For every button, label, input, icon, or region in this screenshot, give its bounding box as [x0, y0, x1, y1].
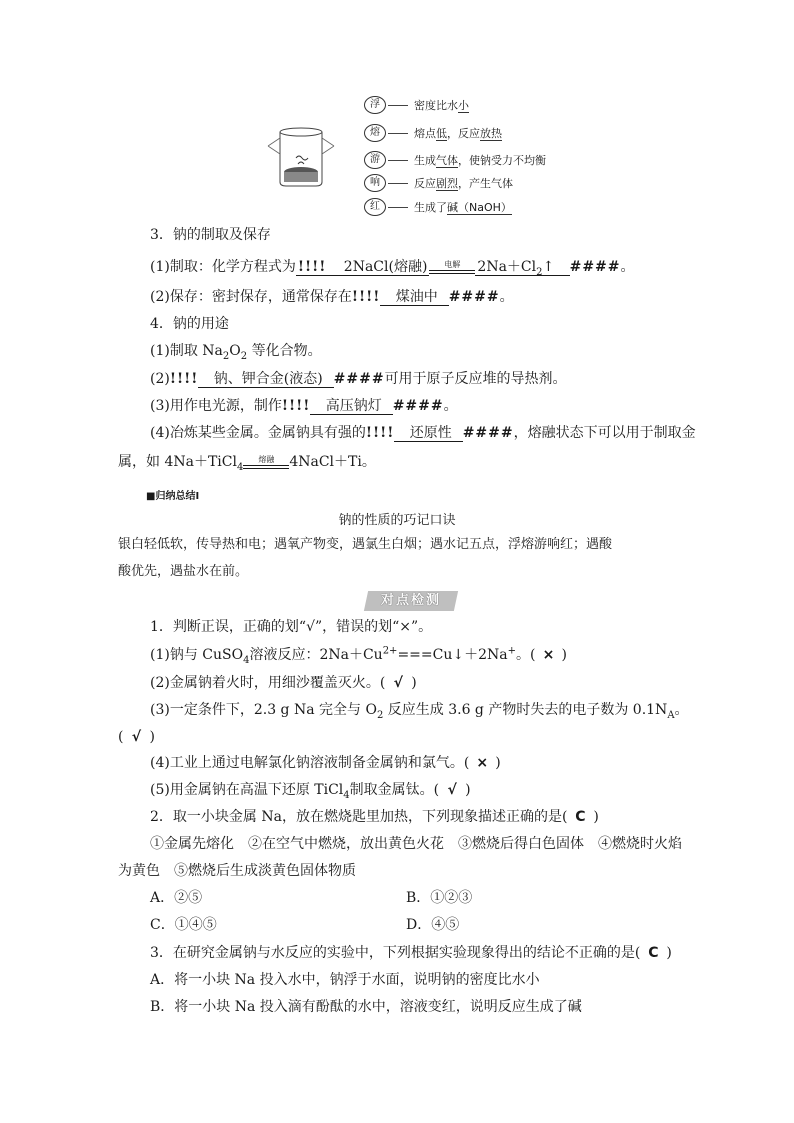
summary-tag: ■归纳总结Ⅰ [146, 491, 200, 502]
answer-mark: √ [131, 729, 142, 745]
q2-options-line2: 为黄色 ⑤燃烧后生成淡黄色固体物质 [118, 863, 356, 879]
check-badge: 对点检测 [380, 593, 441, 608]
q1: 1．判断正误，正确的划“√”，错误的划“×”。 [150, 619, 433, 635]
answer-mark: √ [393, 675, 403, 691]
section4-line5: 属，如 4Na＋TiCl$_4$ 熔融 4NaCl＋Ti。 [118, 454, 376, 473]
q2-option-d: D．④⑤ [406, 917, 460, 933]
answer-mark: C [575, 809, 586, 825]
molten-sign: 熔融 [243, 455, 289, 469]
q1-4: (4)工业上通过电解氯化钠溶液制备金属钠和氯气。( × ) [150, 755, 501, 771]
q3-option-a: A．将一小块 Na 投入水中，钠浮于水面，说明钠的密度比水小 [150, 972, 540, 988]
summary-line1: 银白轻低软，传导热和电；遇氧产物变，遇氯生白烟；遇水记五点，浮熔游响红；遇酸 [118, 537, 613, 552]
q3: 3．在研究金属钠与水反应的实验中，下列根据实验现象得出的结论不正确的是( C ) [150, 945, 672, 961]
answer-mark: × [542, 647, 555, 663]
q2-option-a: A．②⑤ [150, 890, 203, 906]
q3-option-b: B．将一小块 Na 投入滴有酚酞的水中，溶液变红，说明反应生成了碱 [150, 999, 582, 1015]
q1-1: (1)钠与 CuSO$_4$溶液反应：$2Na+Cu^{2+}===Cu↓+2Na^+$。( × ) [150, 645, 567, 666]
section4-line3: (3)用作电光源，制作!!!! 高压钠灯 ####。 [150, 398, 458, 414]
section4-heading: 4．钠的用途 [150, 316, 229, 332]
q2-options-line1: ①金属先熔化 ②在空气中燃烧，放出黄色火花 ③燃烧后得白色固体 ④燃烧时火焰 [150, 836, 682, 852]
q2-option-b: B．①②③ [406, 890, 473, 906]
q1-2: (2)金属钠着火时，用细沙覆盖灭火。( √ ) [150, 675, 417, 691]
q2: 2．取一小块金属 Na，放在燃烧匙里加热，下列现象描述正确的是( C ) [150, 809, 599, 825]
summary-title: 钠的性质的巧记口诀 [338, 513, 456, 528]
answer-mark: √ [447, 782, 457, 798]
q2-option-c: C．①④⑤ [150, 917, 217, 933]
answer-mark: C [648, 945, 659, 961]
section4-line4: (4)冶炼某些金属。金属钠具有强的!!!! 还原性 ####，熔融状态下可以用于制取金 [150, 425, 696, 441]
section3-line1: (1)制取：化学方程式为 !!!! 2NaCl(熔融) 电解 $2Na+Cl_2↑$ ####。 [150, 259, 635, 278]
q1-5: (5)用金属钠在高温下还原 TiCl$_4$制取金属钛。( √ ) [150, 782, 471, 801]
section3-line2: (2)保存：密封保存，通常保存在!!!! 煤油中 ####。 [150, 289, 514, 305]
beaker-illustration [266, 124, 336, 188]
q1-3: (3)一定条件下，2.3 g Na 完全与 $O_2$ 反应生成 3.6 g 产物时失去的电子数为 $0.1N_A$。 [150, 702, 689, 721]
summary-line2: 酸优先，遇盐水在前。 [118, 564, 249, 579]
q1-3-answer: ( √ ) [118, 729, 155, 745]
section4-line2: (2)!!!! 钠、钾合金(液态) ####可用于原子反应堆的导热剂。 [150, 371, 567, 387]
electrolysis-sign: 电解 [429, 260, 475, 274]
answer-mark: × [476, 755, 489, 771]
section3-heading: 3．钠的制取及保存 [150, 227, 271, 243]
section4-line1: (1)制取 $Na_2O_2$ 等化合物。 [150, 343, 322, 362]
